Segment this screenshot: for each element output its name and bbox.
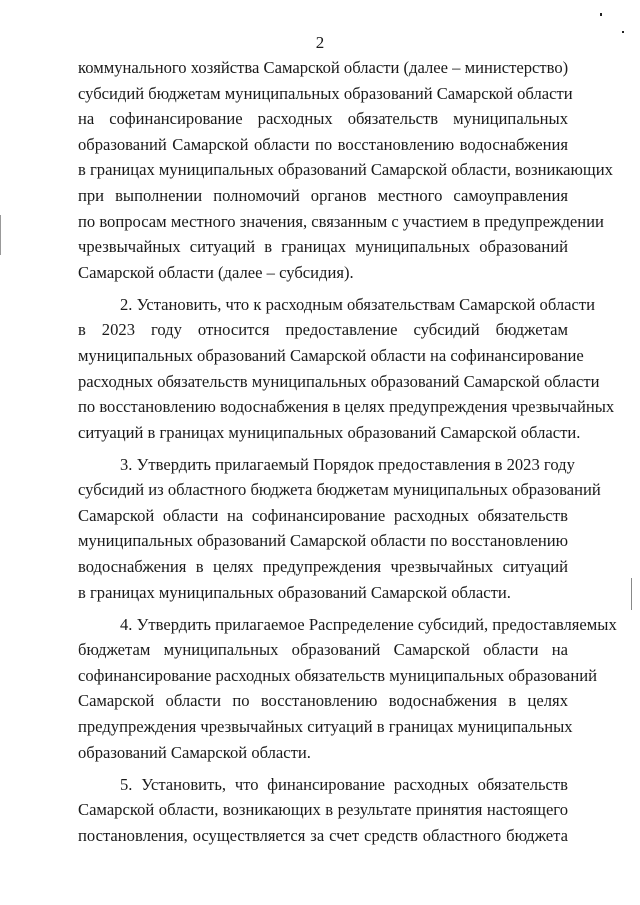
text-line: ситуаций в границах муниципальных образований Самарской области.	[78, 422, 581, 442]
text-line: 4. Утвердить прилагаемое Распределение субсидий, предоставляемых	[120, 614, 617, 634]
scan-dot	[631, 578, 632, 610]
scan-dot	[600, 13, 602, 16]
text-line: образований Самарской области.	[78, 742, 311, 762]
text-line: 2. Установить, что к расходным обязательствам Самарской области	[120, 294, 596, 314]
text-line: Самарской области на софинансирование расходных обязательств	[78, 505, 568, 525]
text-line: по восстановлению водоснабжения в целях предупреждения чрезвычайных	[78, 397, 615, 417]
text-line: по вопросам местного значения, связанным с участием в предупреждении	[78, 211, 604, 231]
page-number: 2	[315, 33, 325, 52]
text-line: 3. Утвердить прилагаемый Порядок предоставления в 2023 году	[120, 454, 575, 474]
text-line: образований Самарской области по восстановлению водоснабжения	[78, 134, 568, 154]
scan-dot	[0, 215, 1, 255]
text-line: 5. Установить, что финансирование расходных обязательств	[120, 774, 568, 794]
paragraph	[78, 612, 617, 766]
text-line: водоснабжения в целях предупреждения чрезвычайных ситуаций	[78, 557, 568, 577]
paragraph	[78, 292, 615, 446]
text-line: Самарской области (далее – субсидия).	[78, 262, 354, 282]
text-line: субсидий из областного бюджета бюджетам муниципальных образований	[78, 480, 601, 500]
paragraph	[78, 452, 601, 606]
text-line: Самарской области по восстановлению водоснабжения в целях	[78, 691, 568, 711]
text-line: бюджетам муниципальных образований Самарской области на	[78, 640, 568, 660]
text-line: Самарской области, возникающих в результате принятия настоящего	[78, 800, 568, 820]
text-line: на софинансирование расходных обязательств муниципальных	[78, 109, 568, 129]
text-line: чрезвычайных ситуаций в границах муниципальных образований	[78, 237, 568, 257]
text-line: субсидий бюджетам муниципальных образований Самарской области	[78, 83, 573, 103]
text-line: софинансирование расходных обязательств муниципальных образований	[78, 665, 598, 685]
paragraph	[78, 55, 613, 285]
document-body	[78, 55, 617, 848]
text-line: при выполнении полномочий органов местного самоуправления	[78, 185, 568, 205]
paragraph	[78, 772, 568, 849]
text-line: в границах муниципальных образований Самарской области.	[78, 582, 511, 602]
text-line: муниципальных образований Самарской области на софинансирование	[78, 345, 584, 365]
text-line: расходных обязательств муниципальных образований Самарской области	[78, 371, 600, 391]
text-line: коммунального хозяйства Самарской области (далее – министерство)	[78, 58, 569, 77]
text-line: муниципальных образований Самарской области по восстановлению	[78, 531, 568, 551]
text-line: в 2023 году относится предоставление субсидий бюджетам	[78, 320, 568, 340]
text-line: в границах муниципальных образований Самарской области, возникающих	[78, 160, 613, 180]
text-line: предупреждения чрезвычайных ситуаций в границах муниципальных	[78, 717, 573, 737]
text-line: постановления, осуществляется за счет средств областного бюджета	[78, 825, 568, 845]
